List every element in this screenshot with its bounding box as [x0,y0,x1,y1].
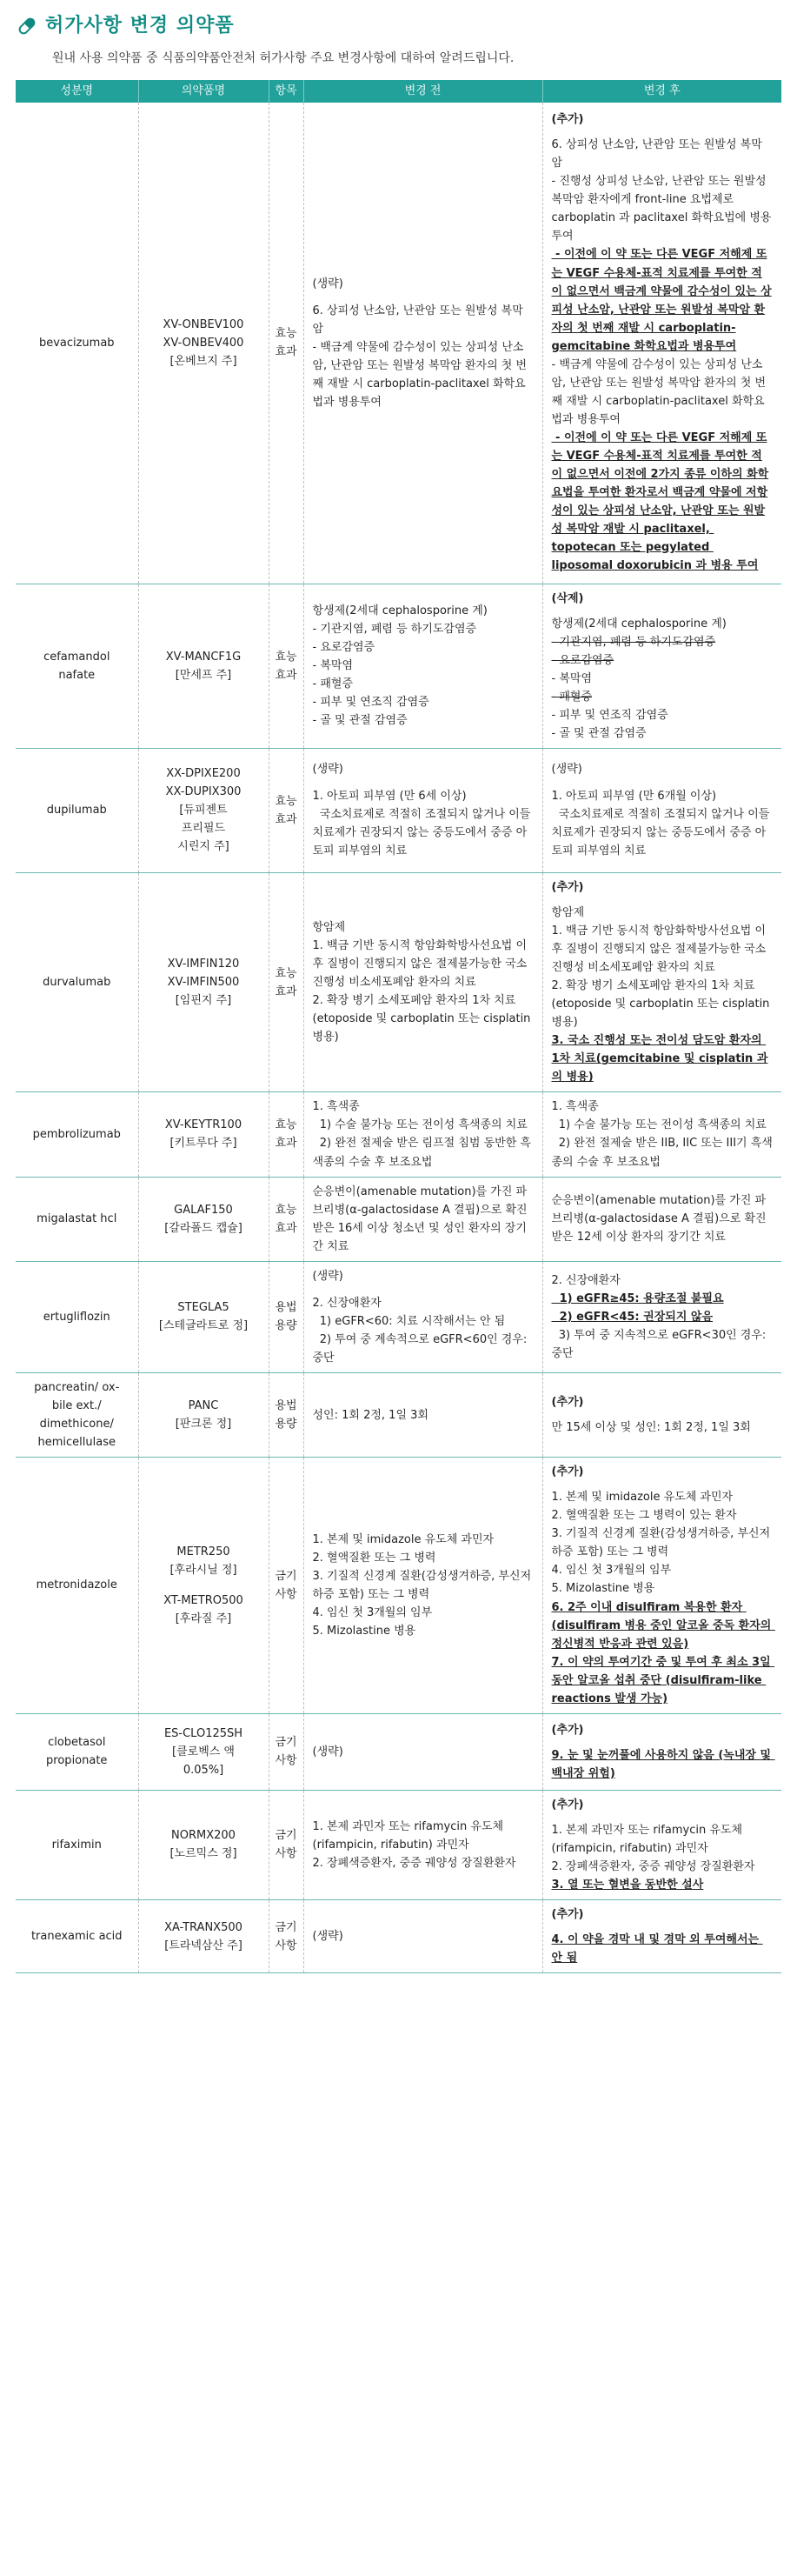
after-text-line [552,778,774,787]
ingredient-cell: ertugliflozin [16,1261,138,1372]
column-header-product: 의약품명 [138,80,269,103]
after-cell [542,1458,781,1714]
after-text-line: 3. 국소 진행성 또는 전이성 담도암 환자의 1차 치료(gemcitabine 및 cisplatin 과의 병용) [551,1034,768,1084]
product-line [148,1579,260,1592]
change-type-label: (추가) [551,1396,584,1410]
before-cell [303,872,542,1092]
after-text-line: 5. Mizolastine 병용 [551,1582,655,1596]
table-row [16,1458,781,1714]
after-text-line: (생략) [551,763,582,777]
category-cell [269,748,303,872]
product-cell [138,1092,269,1177]
before-text-line: 1) eGFR<60: 치료 시작해서는 안 됨 [312,1314,506,1328]
before-text-line: 3. 기질적 신경계 질환(감성생겨하증, 부신저하증 포함) 또는 그 병력 [312,1569,532,1601]
after-text-line: - 이전에 이 약 또는 다른 VEGF 저해제 또는 VEGF 수용체-표적 치료제를 투여한 적이 없으면서 백금계 약물에 감수성이 있는 상피성 난소암, 난관암 또는 원발성 복막암 환자의 첫 번째 재발 시 carboplatin-gemcitabine 화학요법과 병용투여 [551,248,772,353]
before-text-line: - 요로감염증 [312,641,375,655]
before-text-line: 5. Mizolastine 병용 [312,1625,416,1638]
product-line: [후라질 주] [175,1612,232,1626]
product-line: XV-ONBEV400 [163,336,244,350]
before-cell [303,1900,542,1973]
product-line: [키트루다 주] [169,1137,237,1151]
before-text-line: 성인: 1회 2정, 1일 3회 [312,1408,428,1422]
product-line: 프리필드 [181,822,226,836]
after-text-line: 4. 임신 첫 3개월의 임부 [551,1564,672,1578]
after-cell [542,1900,781,1973]
category-line: 효능 [275,650,297,664]
change-type-label: (추가) [551,1908,584,1922]
after-text-line: 1) 수술 불가능 또는 전이성 흑색종의 치료 [551,1118,767,1132]
category-line: 효능 [275,1203,297,1217]
after-text-line: - 진행성 상피성 난소암, 난관암 또는 원발성 복막암 환자에게 front-line 요법제로 carboplatin 과 paclitaxel 화학요법에 병용투여 [551,175,772,244]
table-row [16,748,781,872]
after-text-line: 1. 백금 기반 동시적 항암화학방사선요법 이후 질병이 진행되지 않은 절제불가능한 국소 진행성 비소세포폐암 환자의 치료 [551,924,770,975]
category-cell [269,1790,303,1899]
ingredient-cell: tranexamic acid [16,1900,138,1973]
product-line: ES-CLO125SH [163,1726,243,1740]
product-line: [트라넥삼산 주] [164,1939,242,1952]
ingredient-cell: clobetasol propionate [16,1713,138,1790]
product-line: NORMX200 [171,1829,236,1843]
before-text-line: 1. 백금 기반 동시적 항암화학방사선요법 이후 질병이 진행되지 않은 절제불가능한 국소 진행성 비소세포폐암 환자의 치료 [312,939,531,990]
category-line: 효과 [275,812,297,826]
table-row [16,1177,781,1261]
before-text-line: - 기관지염, 폐렴 등 하기도감염증 [312,623,477,637]
category-cell [269,1713,303,1790]
ingredient-cell: cefamandol nafate [16,584,138,748]
category-line: 효능 [275,1118,297,1132]
category-line: 금기 [275,1829,297,1843]
before-text-line [313,1285,534,1294]
after-text-line: 1) eGFR≥45: 용량조절 불필요 [551,1291,724,1305]
after-text-line: 국소치료제로 적절히 조절되지 않거나 이들 치료제가 권장되지 않는 중등도에서 중증 아토피 피부염의 치료 [551,808,774,858]
product-line: [온베브지 주] [169,354,237,368]
product-cell [138,103,269,584]
after-cell [542,748,781,872]
category-line: 효과 [275,345,297,359]
product-line: [갈라폴드 캡슐] [164,1221,242,1235]
before-text-line: 2. 장폐색증환자, 중증 궤양성 장질환환자 [312,1856,516,1870]
after-text-line: 1. 본제 및 imidazole 유도체 과민자 [551,1491,734,1505]
after-text-line: - 복막염 [551,671,592,685]
product-line: [임핀지 주] [175,994,232,1008]
before-text-line [313,778,534,787]
category-line: 사항 [275,1939,297,1952]
column-header-category: 항목 [269,80,303,103]
product-cell [138,748,269,872]
after-text-line: 2) 완전 절제술 받은 IIB, IIC 또는 III기 흑색종의 수술 후 보조요법 [551,1137,773,1169]
after-text-line: 1. 본제 과민자 또는 rifamycin 유도체(rifampicin, rifabutin) 과민자 [551,1823,743,1855]
before-text-line: 4. 임신 첫 3개월의 임부 [312,1606,433,1620]
product-cell [138,1458,269,1714]
before-text-line: 2. 신장애환자 [312,1296,382,1310]
change-type-label: (추가) [551,113,584,127]
after-text-line: 1. 흑색종 [551,1100,599,1114]
after-text-line: 3. 열 또는 혈변을 동반한 설사 [551,1878,704,1892]
category-cell [269,1261,303,1372]
before-text-line: (생략) [312,763,343,777]
category-line: 효과 [275,1137,297,1151]
product-cell [138,1261,269,1372]
before-cell [303,103,542,584]
page-subtitle: 원내 사용 의약품 중 식품의약품안전처 허가사항 주요 변경사항에 대하여 알려드립니다. [52,50,515,65]
before-text-line: 1. 본제 및 imidazole 유도체 과민자 [312,1532,495,1546]
after-cell [542,103,781,584]
after-text-line: - 피부 및 연조직 감염증 [551,708,668,722]
category-cell [269,1458,303,1714]
table-row [16,103,781,584]
after-text-line: - 이전에 이 약 또는 다른 VEGF 저해제 또는 VEGF 수용체-표적 치료제를 투여한 적이 없으면서 이전에 2가지 종류 이하의 화학요법을 투여한 환자로서 백금계 약물에 저항성이 있는 상피성 난소암, 난관암 또는 원발성 복막암 재발 시 paclitaxel, topotecan 또는 pegylated liposomal doxorubicin 과 병용 투여 [551,430,769,573]
product-cell [138,1373,269,1458]
table-row [16,872,781,1092]
before-cell [303,1713,542,1790]
category-cell [269,584,303,748]
after-cell [542,584,781,748]
after-text-line: 4. 이 약을 경막 내 및 경막 외 투여해서는 안 됨 [551,1933,763,1965]
before-text-line: 2) 완전 절제술 받은 림프절 침범 동반한 흑색종의 수술 후 보조요법 [312,1137,531,1169]
product-line: [후라시닐 정] [169,1563,237,1577]
after-text-line: 만 15세 이상 및 성인: 1회 2정, 1일 3회 [551,1421,751,1435]
before-text-line: 1. 본제 과민자 또는 rifamycin 유도체(rifampicin, rifabutin) 과민자 [312,1819,504,1852]
after-text-line: 6. 상피성 난소암, 난관암 또는 원발성 복막암 [551,138,762,170]
category-line: 효과 [275,984,297,998]
table-row [16,1713,781,1790]
before-text-line: - 피부 및 연조직 감염증 [312,696,429,710]
ingredient-cell: pembrolizumab [16,1092,138,1177]
before-text-line: 1) 수술 불가능 또는 전이성 흑색종의 치료 [312,1118,528,1132]
before-text-line: 항암제 [312,920,346,934]
category-cell [269,872,303,1092]
table-row [16,1900,781,1973]
before-text-line: (생략) [312,1745,343,1758]
product-cell [138,1177,269,1261]
product-line: [스테글라트로 정] [158,1319,249,1333]
product-line: 0.05%] [183,1763,224,1777]
category-line: 용량 [275,1319,297,1333]
after-text-line: 9. 눈 및 눈꺼풀에 사용하지 않음 (녹내장 및 백내장 위험) [551,1748,775,1780]
category-line: 금기 [275,1920,297,1934]
product-line: XV-IMFIN500 [167,976,240,990]
product-cell [138,1790,269,1899]
table-row [16,584,781,748]
category-cell [269,1092,303,1177]
change-type-label: (추가) [551,1465,584,1479]
column-header-after: 변경 후 [542,80,781,103]
table-body [16,103,781,1973]
column-header-before: 변경 전 [303,80,542,103]
capsule-icon [16,15,38,37]
before-text-line: (생략) [312,1930,343,1944]
after-text-line: 2. 장폐색증환자, 중증 궤양성 장질환환자 [551,1859,755,1873]
category-line: 사항 [275,1587,297,1601]
category-line: 사항 [275,1847,297,1861]
after-text-line: 2) eGFR<45: 권장되지 않음 [551,1310,714,1324]
table-header-row [16,80,781,103]
category-line: 사항 [275,1754,297,1768]
footer-space [0,1973,797,1991]
before-text-line: 순응변이(amenable mutation)를 가진 파브리병(α-galactosidase A 결핍)으로 확진 받은 16세 이상 청소년 및 성인 환자의 장기간 치료 [312,1185,531,1253]
table-row [16,1373,781,1458]
after-text-line: 2. 신장애환자 [551,1273,621,1287]
change-table [16,80,781,1973]
before-text-line: 2. 혈액질환 또는 그 병력 [312,1551,436,1565]
before-text-line: - 백금계 약물에 감수성이 있는 상피성 난소암, 난관암 또는 원발성 복막암 환자의 첫 번째 재발 시 carboplatin-paclitaxel 화학요법과 병용투여 [312,340,528,409]
after-cell [542,1713,781,1790]
product-line: STEGLA5 [177,1301,229,1315]
before-text-line: (생략) [312,1269,343,1283]
page-title: 허가사항 변경 의약품 [45,15,235,37]
after-cell [542,1790,781,1899]
product-line: PANC [188,1399,219,1413]
product-cell [138,1713,269,1790]
product-line: XV-KEYTR100 [164,1118,242,1132]
after-text-line: 3) 투여 중 지속적으로 eGFR<30인 경우: 중단 [551,1328,770,1360]
category-cell [269,1900,303,1973]
ingredient-cell: migalastat hcl [16,1177,138,1261]
product-line: XV-ONBEV100 [163,317,244,331]
before-text-line: 1. 아토피 피부염 (만 6세 이상) [312,790,467,804]
before-text-line: - 골 및 관절 감염증 [312,714,408,728]
category-line: 효능 [275,794,297,808]
category-cell [269,1373,303,1458]
after-cell [542,1373,781,1458]
page-header [0,0,797,80]
before-text-line: 1. 흑색종 [312,1100,360,1114]
table-row [16,1790,781,1899]
ingredient-cell: rifaximin [16,1790,138,1899]
before-text-line: 2) 투여 중 계속적으로 eGFR<60인 경우: 중단 [312,1332,531,1365]
product-line: [클로벡스 액 [172,1745,235,1758]
category-line: 효과 [275,668,297,682]
table-row [16,1261,781,1372]
category-line: 용량 [275,1418,297,1431]
product-line: [노르믹스 정] [169,1847,237,1861]
category-line: 효능 [275,966,297,980]
product-line: XV-IMFIN120 [167,958,240,971]
before-text-line: (생략) [312,277,343,290]
product-line: XA-TRANX500 [164,1920,242,1934]
category-line: 용법 [275,1399,297,1413]
change-type-label: (추가) [551,880,584,894]
column-header-ingredient: 성분명 [16,80,138,103]
category-line: 용법 [275,1301,297,1315]
after-cell [542,872,781,1092]
after-cell [542,1092,781,1177]
product-line: GALAF150 [174,1203,233,1217]
product-line: XV-MANCF1G [165,650,242,664]
before-text-line: 2. 확장 병기 소세포폐암 환자의 1차 치료(etoposide 및 carboplatin 또는 cisplatin 병용) [312,994,535,1044]
before-cell [303,1790,542,1899]
after-text-line: 항암제 [551,905,585,919]
after-text-line: 3. 기질적 신경계 질환(감성생겨하증, 부신저하증 포함) 또는 그 병력 [551,1527,771,1559]
category-cell [269,103,303,584]
after-text-line: - 요로감염증 [551,653,614,667]
before-text-line: 국소치료제로 적절히 조절되지 않거나 이들 치료제가 권장되지 않는 중등도에서 중증 아토피 피부염의 치료 [312,808,535,858]
product-cell [138,872,269,1092]
before-text-line [313,293,534,302]
after-text-line: 2. 확장 병기 소세포폐암 환자의 1차 치료(etoposide 및 carboplatin 또는 cisplatin 병용) [551,979,774,1030]
after-text-line: - 백금계 약물에 감수성이 있는 상피성 난소암, 난관암 또는 원발성 복막암 환자의 첫 번째 재발 시 carboplatin-paclitaxel 화학요법과 병용투여 [551,357,767,426]
before-text-line: - 패혈증 [312,677,353,691]
after-text-line: 2. 혈액질환 또는 그 병력이 있는 환자 [551,1509,737,1523]
before-cell [303,584,542,748]
title-row [16,10,781,42]
after-text-line: - 패혈증 [551,690,592,704]
after-text-line: - 기관지염, 폐렴 등 하기도감염증 [551,635,716,649]
before-cell [303,1458,542,1714]
product-line: 시린지 주] [177,840,229,854]
product-line: [만세프 주] [175,668,232,682]
product-cell [138,1900,269,1973]
product-line: [판크론 정] [175,1418,232,1431]
product-line: XX-DUPIX300 [165,785,242,799]
after-cell [542,1261,781,1372]
change-type-label: (삭제) [551,591,584,605]
before-cell [303,748,542,872]
ingredient-cell: pancreatin/ ox-bile ext./ dimethicone/ hemicellulase [16,1373,138,1458]
category-line: 금기 [275,1736,297,1750]
after-text-line: - 골 및 관절 감염증 [551,726,647,740]
category-line: 금기 [275,1569,297,1583]
product-line: XX-DPIXE200 [166,767,241,781]
product-line: METR250 [176,1545,230,1558]
after-text-line: 1. 아토피 피부염 (만 6개월 이상) [551,790,717,804]
change-type-label: (추가) [551,1798,584,1812]
after-text-line: 6. 2주 이내 disulfiram 복용한 환자 (disulfiram 병용 중인 알코올 중독 환자의 정신병적 반응과 관련 있음) [551,1600,775,1651]
ingredient-cell: bevacizumab [16,103,138,584]
before-cell [303,1177,542,1261]
before-cell [303,1261,542,1372]
ingredient-cell: metronidazole [16,1458,138,1714]
before-text-line: 6. 상피성 난소암, 난관암 또는 원발성 복막암 [312,304,523,336]
after-text-line: 항생제(2세대 cephalosporine 계) [551,617,727,631]
ingredient-cell: dupilumab [16,748,138,872]
product-cell [138,584,269,748]
after-text-line: 순응변이(amenable mutation)를 가진 파브리병(α-galactosidase A 결핍)으로 확진 받은 12세 이상 환자의 장기간 치료 [551,1194,770,1245]
table-row [16,1092,781,1177]
before-cell [303,1092,542,1177]
product-line: [듀피젠트 [179,804,228,818]
category-line: 효능 [275,327,297,341]
category-line: 효과 [275,1221,297,1235]
product-line: XT-METRO500 [163,1593,243,1607]
before-text-line: - 복막염 [312,659,353,673]
before-cell [303,1373,542,1458]
after-cell [542,1177,781,1261]
before-text-line: 항생제(2세대 cephalosporine 계) [312,604,488,618]
ingredient-cell: durvalumab [16,872,138,1092]
after-text-line: 7. 이 약의 투여기간 중 및 투여 후 최소 3일 동안 알코올 섭취 중단 (disulfiram-like reactions 발생 가능) [551,1655,775,1705]
change-type-label: (추가) [551,1723,584,1737]
category-cell [269,1177,303,1261]
